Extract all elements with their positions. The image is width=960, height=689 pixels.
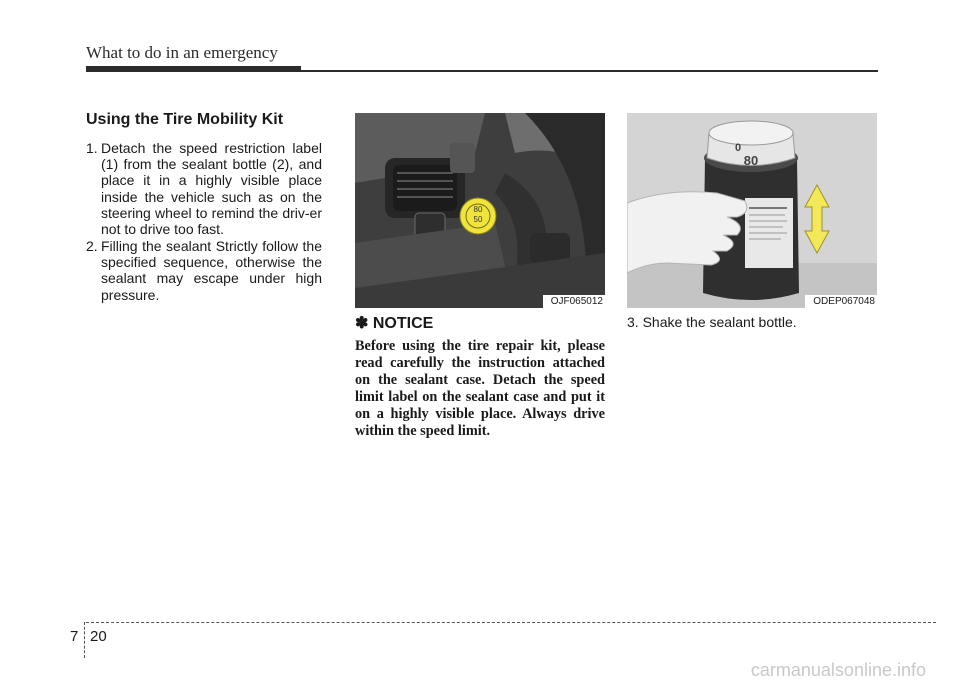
figure-code: OJF065012 xyxy=(543,295,605,308)
step-number: 3. xyxy=(627,314,639,330)
speed-label-bottom: 50 xyxy=(473,215,483,224)
step-text: Detach the speed restriction label (1) from the sealant bottle (2), and place it in a highly visible place inside the vehicle such as on the steering wheel to remind the driv-er not to drive too fast. xyxy=(101,140,322,238)
footer-divider xyxy=(84,622,85,658)
notice-symbol-icon: ✽ xyxy=(355,315,369,332)
watermark: carmanualsonline.info xyxy=(750,660,926,680)
sealant-bottle-figure xyxy=(627,113,877,308)
svg-text:0: 0 xyxy=(735,142,742,154)
dashboard-figure xyxy=(355,113,605,308)
step-number: 2. xyxy=(86,238,98,254)
figure-code: ODEP067048 xyxy=(805,295,877,308)
speed-label-top: 80 xyxy=(473,205,483,214)
sealant-bottle-illustration xyxy=(627,113,877,308)
step-text: Filling the sealant Strictly follow the specified sequence, otherwise the sealant may escape under high pressure. xyxy=(101,238,322,303)
section-title: Using the Tire Mobility Kit xyxy=(86,111,284,128)
notice-title: NOTICE xyxy=(372,315,434,332)
chapter-number: 7 xyxy=(70,628,79,645)
notice-text: Before using the tire repair kit, please read carefully the instruction attached on the sealant case. Detach the speed limit label on the sealant case and put it on a highly visible place. Always drive within the speed limit. xyxy=(355,338,605,439)
page-number: 20 xyxy=(90,628,107,645)
step-item xyxy=(86,238,322,303)
chapter-heading: What to do in an emergency xyxy=(86,43,278,62)
step-number: 1. xyxy=(86,140,98,156)
step-item xyxy=(627,314,877,330)
step-text: Shake the sealant bottle. xyxy=(642,314,797,330)
header-rule xyxy=(86,70,878,72)
footer-rule xyxy=(86,622,936,623)
step-item xyxy=(86,140,322,237)
notice-heading xyxy=(355,313,433,333)
bottle-speed-label: 80 xyxy=(743,153,759,168)
